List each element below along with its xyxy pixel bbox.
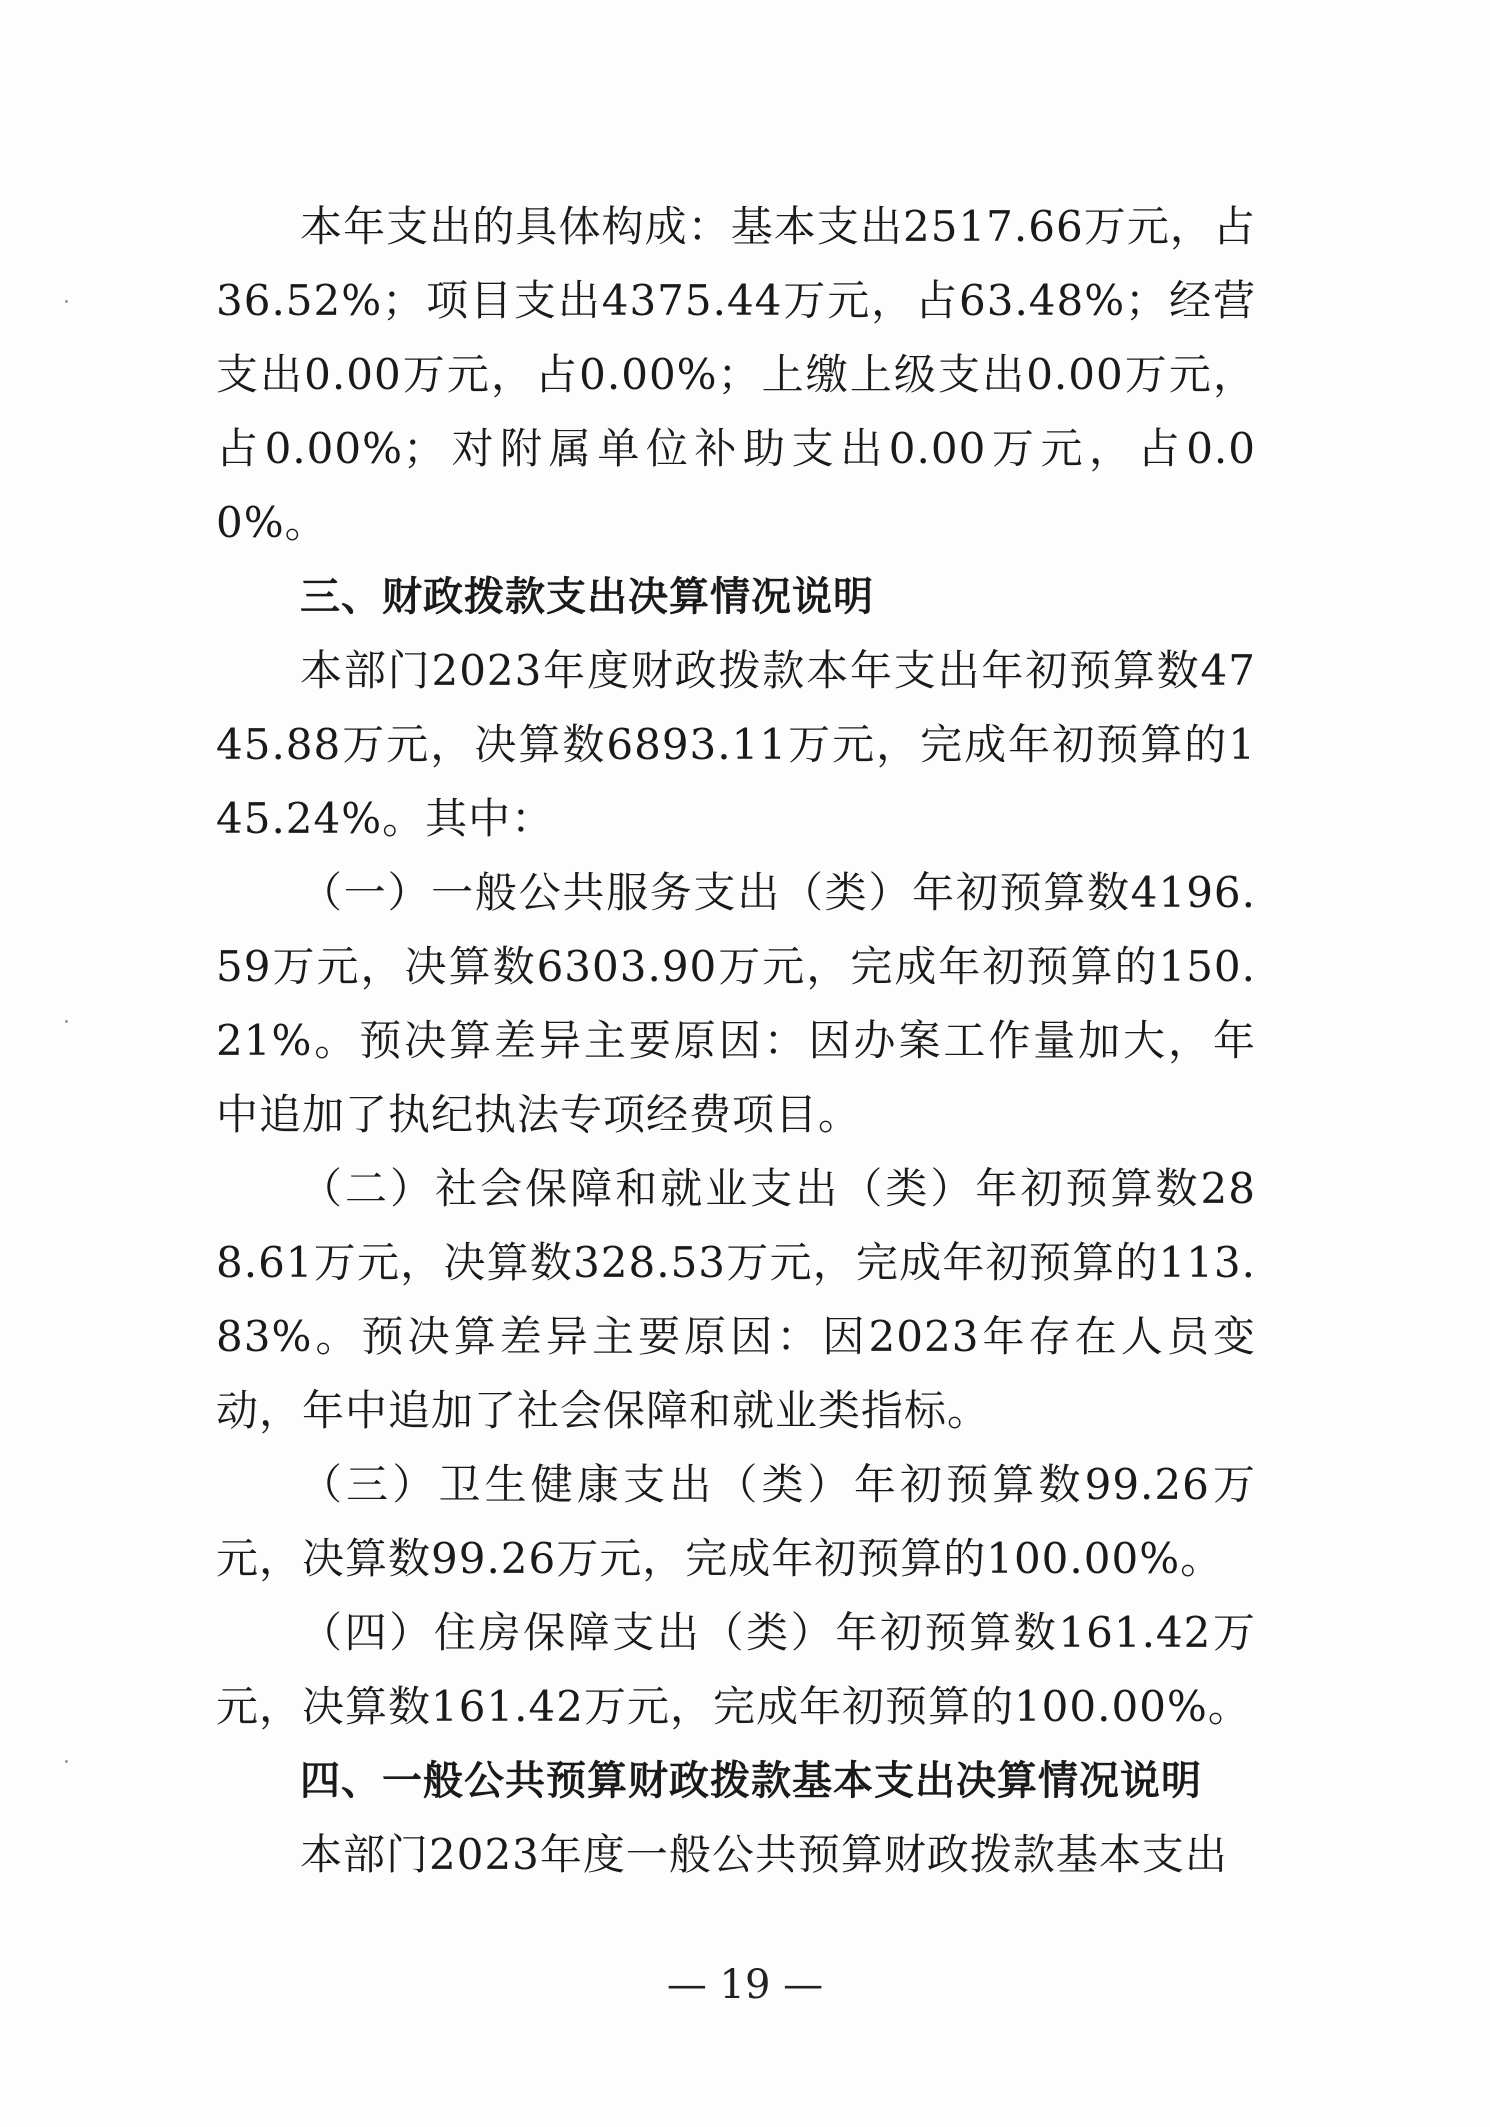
paragraph-basic-expenditure: 本部门2023年度一般公共预算财政拨款基本支出 bbox=[300, 1830, 1228, 1879]
paragraph-health: （三）卫生健康支出（类）年初预算数99.26万元，决算数99.26万元，完成年初预算的100.00%。 bbox=[216, 1460, 1256, 1583]
scan-speck bbox=[65, 1760, 68, 1763]
paragraph-general-public-services: （一）一般公共服务支出（类）年初预算数4196.59万元，决算数6303.90万元，完成年初预算的150.21%。预决算差异主要原因：因办案工作量加大，年中追加了执纪执法专项经费项目。 bbox=[216, 868, 1256, 1139]
scan-speck bbox=[65, 300, 68, 303]
section-heading-3: 三、财政拨款支出决算情况说明 bbox=[300, 574, 874, 620]
body-text bbox=[216, 190, 1256, 1892]
paragraph-fiscal-expenditure-summary: 本部门2023年度财政拨款本年支出年初预算数4745.88万元，决算数6893.11万元，完成年初预算的145.24%。其中： bbox=[216, 646, 1256, 843]
scan-speck bbox=[65, 1020, 68, 1023]
paragraph-social-security: （二）社会保障和就业支出（类）年初预算数288.61万元，决算数328.53万元，完成年初预算的113.83%。预决算差异主要原因：因2023年存在人员变动，年中追加了社会保障和就业类指标。 bbox=[216, 1164, 1256, 1435]
section-heading-4: 四、一般公共预算财政拨款基本支出决算情况说明 bbox=[300, 1758, 1202, 1804]
paragraph-expenditure-composition: 本年支出的具体构成：基本支出2517.66万元，占36.52%；项目支出4375.44万元，占63.48%；经营支出0.00万元，占0.00%；上缴上级支出0.00万元，占0.00%；对附属单位补助支出0.00万元，占0.00%。 bbox=[216, 202, 1256, 547]
page-number: — 19 — bbox=[666, 1962, 824, 2008]
paragraph-housing: （四）住房保障支出（类）年初预算数161.42万元，决算数161.42万元，完成年初预算的100.00%。 bbox=[216, 1608, 1256, 1731]
